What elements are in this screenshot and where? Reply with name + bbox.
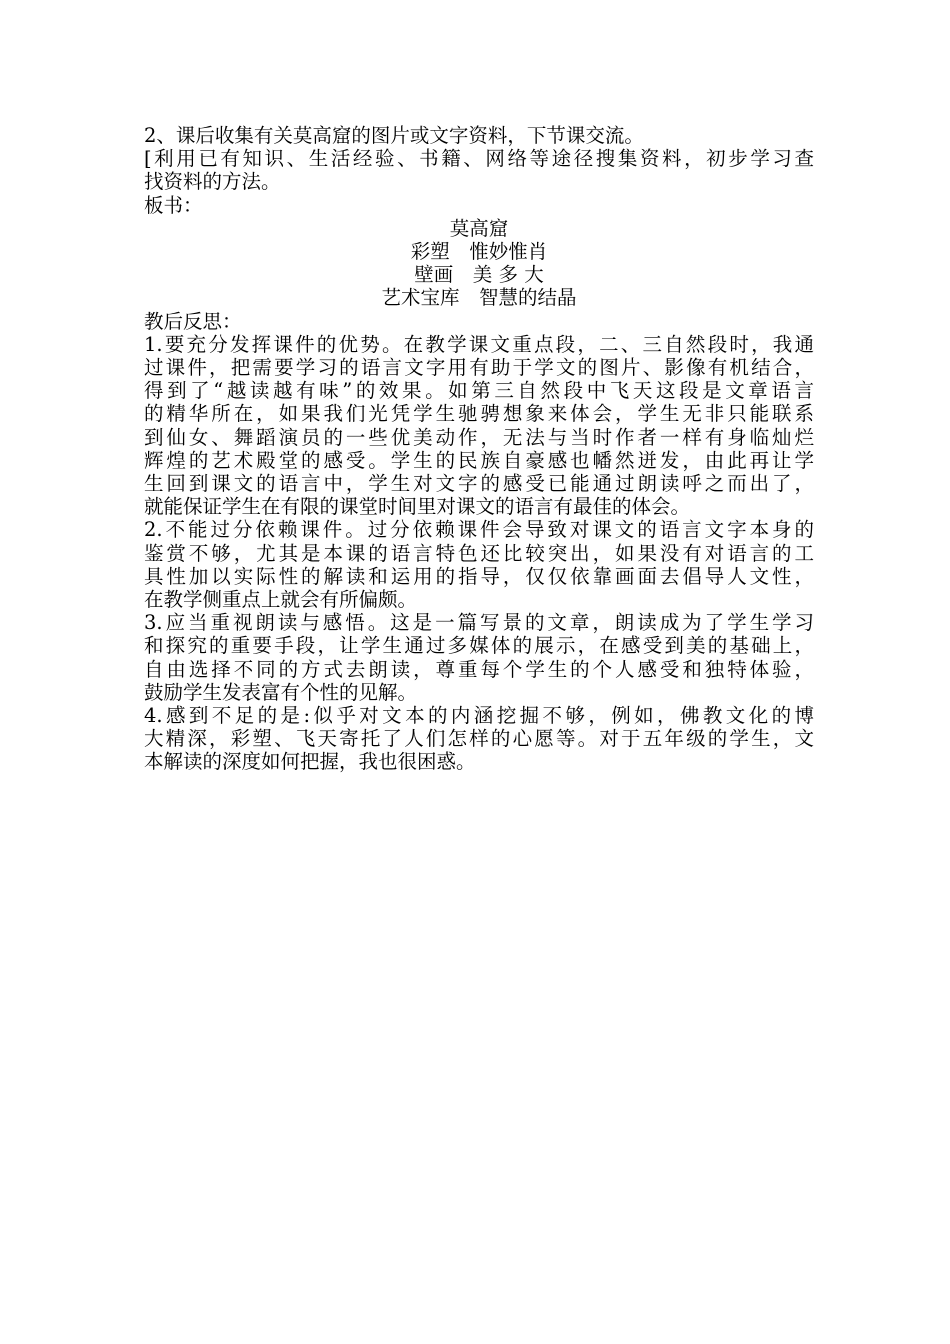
paragraph-line: 就能保证学生在有限的课堂时间里对课文的语言有最佳的体会。	[144, 495, 691, 519]
board-title: 莫高窟	[449, 216, 509, 240]
paragraph-line: 2.不能过分依赖课件。过分依赖课件会导致对课文的语言文字本身的	[144, 518, 814, 542]
reflection-label: 教后反思：	[144, 309, 242, 333]
assignment-note-line: [利用已有知识、生活经验、书籍、网络等途径搜集资料，初步学习查	[144, 147, 814, 171]
paragraph-line: 3.应当重视朗读与感悟。这是一篇写景的文章，朗读成为了学生学习	[144, 611, 814, 635]
paragraph-line: 1.要充分发挥课件的优势。在教学课文重点段，二、三自然段时，我通	[144, 332, 814, 356]
paragraph-line: 过课件，把需要学习的语言文字用有助于学文的图片、影像有机结合，	[144, 356, 814, 380]
paragraph-line: 在教学侧重点上就会有所偏颇。	[144, 588, 418, 612]
reflection-point-2	[144, 518, 814, 611]
assignment-item-2: 2、课后收集有关莫高窟的图片或文字资料，下节课交流。	[144, 124, 644, 147]
board-row: 彩塑 惟妙惟肖	[410, 240, 548, 264]
board-row: 壁画 美 多 大	[414, 263, 544, 287]
board-row: 艺术宝库 智慧的结晶	[381, 286, 577, 310]
paragraph-line: 得到了“越读越有味”的效果。如第三自然段中飞天这段是文章语言	[144, 379, 814, 403]
paragraph-line: 鼓励学生发表富有个性的见解。	[144, 680, 418, 704]
paragraph-line: 到仙女、舞蹈演员的一些优美动作，无法与当时作者一样有身临灿烂	[144, 425, 814, 449]
reflection-point-3	[144, 611, 814, 704]
paragraph-line: 自由选择不同的方式去朗读，尊重每个学生的个人感受和独特体验，	[144, 657, 814, 681]
paragraph-line: 辉煌的艺术殿堂的感受。学生的民族自豪感也幡然迸发，由此再让学	[144, 448, 814, 472]
document-page	[144, 124, 814, 774]
paragraph-line: 大精深，彩塑、飞天寄托了人们怎样的心愿等。对于五年级的学生，文	[144, 727, 814, 751]
paragraph-line: 鉴赏不够，尤其是本课的语言特色还比较突出，如果没有对语言的工	[144, 541, 814, 565]
paragraph-line: 4.感到不足的是:似乎对文本的内涵挖掘不够，例如，佛教文化的博	[144, 704, 814, 728]
paragraph-line: 具性加以实际性的解读和运用的指导，仅仅依靠画面去倡导人文性，	[144, 564, 814, 588]
assignment-note	[144, 147, 814, 193]
paragraph-line: 和探究的重要手段，让学生通过多媒体的展示，在感受到美的基础上，	[144, 634, 814, 658]
paragraph-line: 的精华所在，如果我们光凭学生驰骋想象来体会，学生无非只能联系	[144, 402, 814, 426]
board-label: 板书：	[144, 193, 203, 217]
reflection-point-1	[144, 333, 814, 519]
paragraph-line: 生回到课文的语言中，学生对文字的感受已能通过朗读呼之而出了，	[144, 472, 814, 496]
reflection-point-4	[144, 704, 814, 774]
assignment-note-line: 找资料的方法。	[144, 170, 281, 194]
board-content	[144, 217, 814, 310]
paragraph-line: 本解读的深度如何把握，我也很困惑。	[144, 750, 476, 774]
